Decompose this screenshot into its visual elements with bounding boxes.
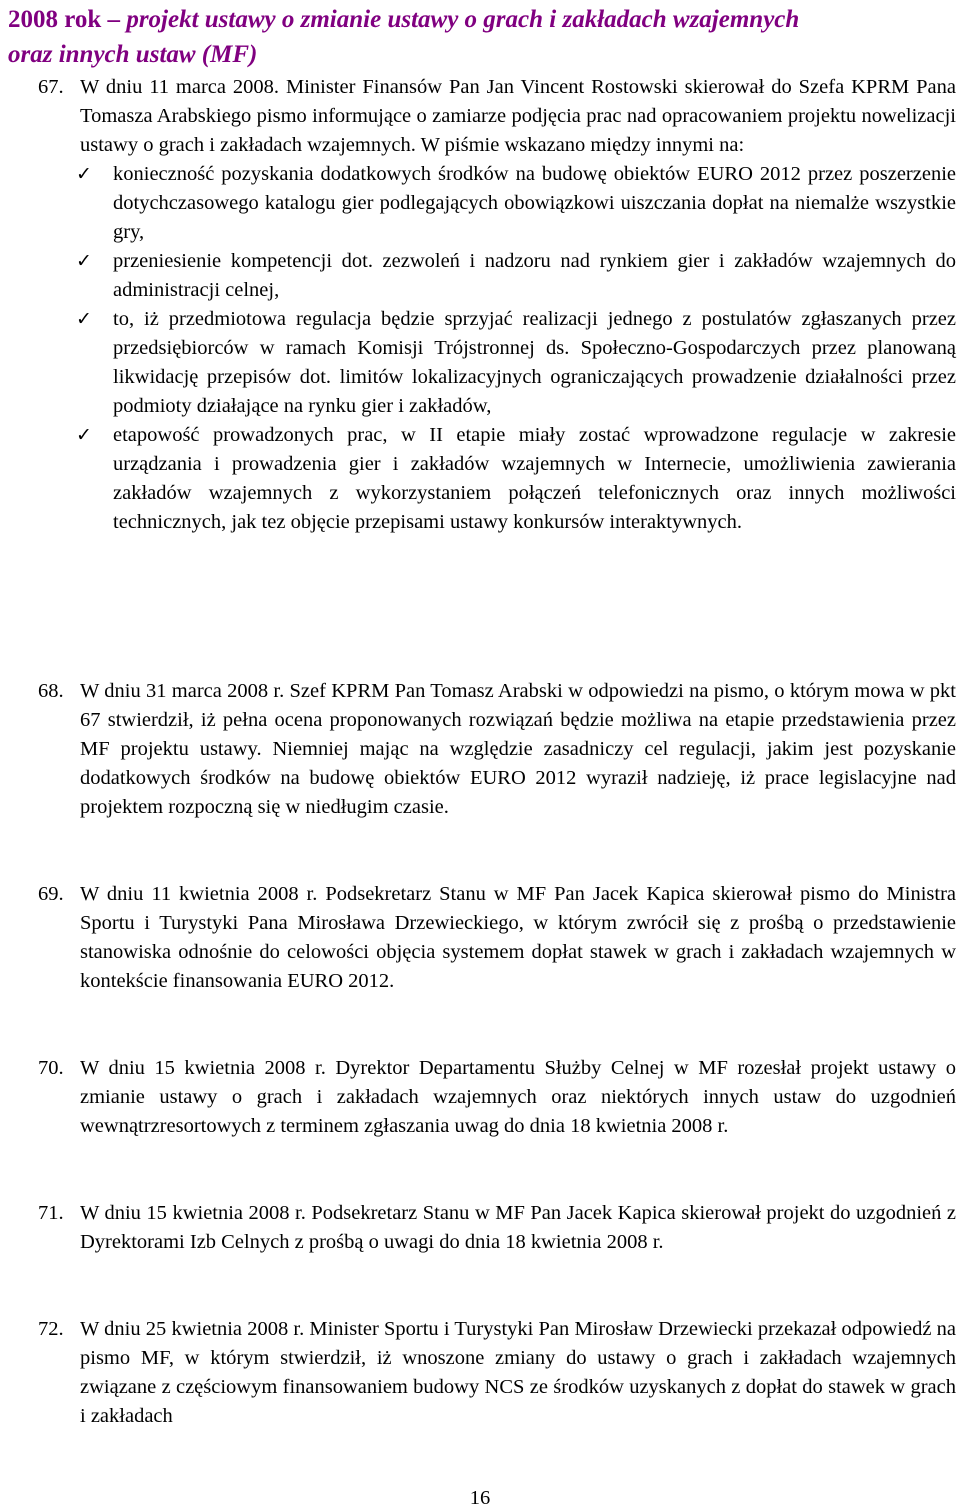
item-number: 67.	[38, 76, 64, 98]
item-number: 69.	[38, 883, 64, 905]
item-number: 68.	[38, 680, 64, 702]
bullet-text: etapowość prowadzonych prac, w II etapie miały zostać wprowadzone regulacje w zakresie urządzania i prowadzenia gier i zakładów wzajemnych w Internecie, umożliwienia zawierania zakładów wzajemnych z wykorzystaniem połączeń telefonicznych oraz innych możliwości technicznych, jak tez objęcie przepisami ustawy konkursów interaktywnych.	[113, 424, 956, 533]
heading-title-cont: oraz innych ustaw (MF)	[8, 41, 258, 68]
checkmark-icon: ✓	[76, 163, 92, 185]
list-item-70	[38, 1054, 956, 1141]
bullet-text: to, iż przedmiotowa regulacja będzie sprzyjać realizacji jednego z postulatów zgłaszanych przez przedsiębiorców w ramach Komisji Trójstronnej ds. Społeczno-Gospodarczych przez planowaną likwidację przepisów dot. limitów lokalizacyjnych ograniczających prowadzenie działalności przez podmioty działające na rynku gier i zakładów,	[113, 308, 956, 417]
bullet-item	[38, 160, 956, 247]
list-item-69	[38, 880, 956, 996]
item-text: W dniu 31 marca 2008 r. Szef KPRM Pan Tomasz Arabski w odpowiedzi na pismo, o którym mowa w pkt 67 stwierdził, iż pełna ocena proponowanych rozwiązań będzie możliwa na etapie przedstawienia przez MF projektu ustawy. Niemniej mając na względzie zasadniczy cel regulacji, jakim jest pozyskanie dodatkowych środków na budowę obiektów EURO 2012 wyraził nadzieję, iż prace legislacyjne nad projektem rozpoczną się w niedługim czasie.	[80, 680, 956, 818]
list-item-72	[38, 1315, 956, 1431]
bullet-text: konieczność pozyskania dodatkowych środków na budowę obiektów EURO 2012 przez poszerzenie dotychczasowego katalogu gier podlegających obowiązkowi uiszczania dopłat na niemalże wszystkie gry,	[113, 163, 956, 243]
checkmark-icon: ✓	[76, 424, 92, 446]
list-item-68	[38, 677, 956, 822]
heading-year: 2008 rok –	[8, 6, 127, 33]
section-heading	[8, 2, 958, 72]
list-item-67	[38, 73, 956, 537]
item-number: 70.	[38, 1057, 64, 1079]
item-text: W dniu 15 kwietnia 2008 r. Podsekretarz Stanu w MF Pan Jacek Kapica skierował projekt do uzgodnień z Dyrektorami Izb Celnych z prośbą o uwagi do dnia 18 kwietnia 2008 r.	[80, 1202, 956, 1253]
page-number: 16	[469, 1487, 491, 1509]
heading-title: projekt ustawy o zmianie ustawy o grach i zakładach wzajemnych	[126, 6, 800, 33]
item-text: W dniu 11 kwietnia 2008 r. Podsekretarz Stanu w MF Pan Jacek Kapica skierował pismo do Ministra Sportu i Turystyki Pana Mirosława Drzewieckiego, w którym zwrócił się z prośbą o przedstawienie stanowiska odnośnie do celowości objęcia systemem dopłat stawek w grach i zakładach wzajemnych w kontekście finansowania EURO 2012.	[80, 883, 956, 992]
item-number: 72.	[38, 1318, 64, 1340]
item-text: W dniu 11 marca 2008. Minister Finansów Pan Jan Vincent Rostowski skierował do Szefa KPRM Pana Tomasza Arabskiego pismo informujące o zamiarze podjęcia prac nad opracowaniem projektu nowelizacji ustawy o grach i zakładach wzajemnych. W piśmie wskazano między innymi na:	[80, 76, 956, 156]
bullet-item	[38, 247, 956, 305]
item-text: W dniu 25 kwietnia 2008 r. Minister Sportu i Turystyki Pan Mirosław Drzewiecki przekazał odpowiedź na pismo MF, w którym stwierdził, iż wnoszone zmiany do ustawy o grach i zakładach wzajemnych związane z częściowym finansowaniem budowy NCS ze środków uzyskanych z dopłat do stawek w grach i zakładach	[80, 1318, 956, 1427]
item-number: 71.	[38, 1202, 64, 1224]
bullet-text: przeniesienie kompetencji dot. zezwoleń i nadzoru nad rynkiem gier i zakładów wzajemnych do administracji celnej,	[113, 250, 956, 301]
bullet-list	[38, 160, 956, 537]
bullet-item	[38, 305, 956, 421]
checkmark-icon: ✓	[76, 308, 92, 330]
bullet-item	[38, 421, 956, 537]
list-item-71	[38, 1199, 956, 1257]
checkmark-icon: ✓	[76, 250, 92, 272]
item-text: W dniu 15 kwietnia 2008 r. Dyrektor Departamentu Służby Celnej w MF rozesłał projekt ustawy o zmianie ustawy o grach i zakładach wzajemnych oraz niektórych innych ustaw do uzgodnień wewnątrzresortowych z terminem zgłaszania uwag do dnia 18 kwietnia 2008 r.	[80, 1057, 956, 1137]
